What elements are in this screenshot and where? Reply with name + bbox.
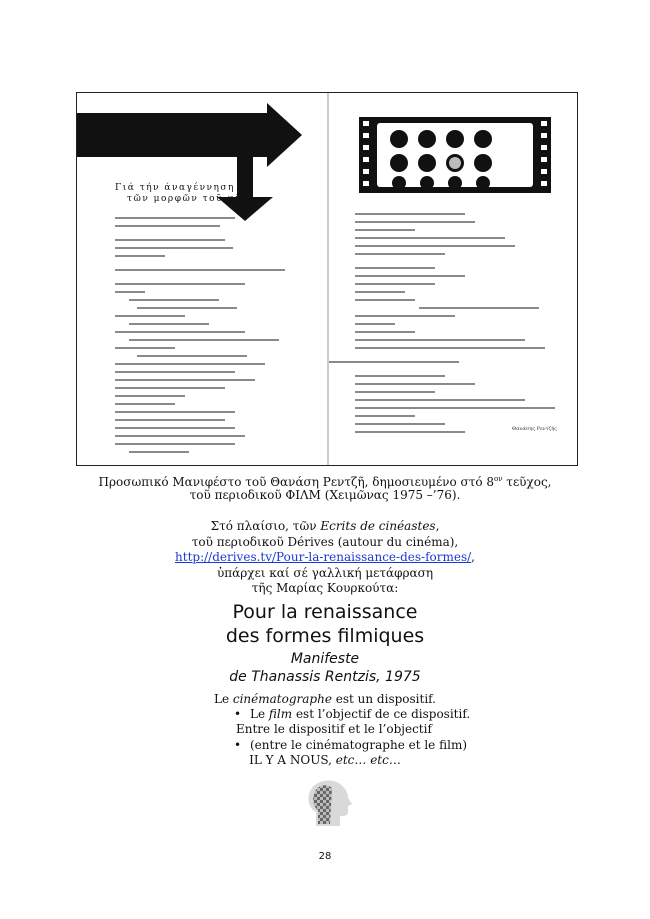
scan-text-line [115,247,233,248]
french-p2-italic: film [268,707,293,721]
scan-heading-line1: Γιά τήν άναγέννηση [115,183,235,193]
scan-text-line [355,237,505,238]
scan-text-line [355,291,405,292]
scan-text-line [355,423,445,424]
profile-head-illustration [302,776,358,832]
scan-text-line [355,415,415,416]
french-p2-start: Le [250,707,269,721]
scan-text-line [115,331,245,332]
scan-text-line [355,331,415,332]
caption-line7: τῆς Μαρίας Κουρκούτα: [251,581,399,595]
scan-text-line [115,403,175,404]
scan-text-line [115,379,255,380]
french-p5 [0,753,650,768]
caption-line1-text: Προσωπικό Μανιφέστο τοῦ Θανάση Ρεντζῆ, δημοσιευμένο στό 8 [98,475,494,489]
french-p4-text: (entre le cinématographe et le film) [250,738,468,752]
caption-line4: τοῦ περιοδικοῦ Dérives (autour du cinéma), [191,535,459,549]
scan-text-line [355,253,445,254]
scan-text-line [115,411,235,412]
scan-text-line [115,427,235,428]
scan-text-line [355,267,435,268]
scan-text-line [115,315,185,316]
scan-text-line [137,307,237,308]
caption-line1 [0,472,650,489]
scan-text-line [115,347,175,348]
caption-line3 [0,519,650,533]
bullet-icon: • [234,707,242,721]
caption-line2: τοῦ περιοδικοῦ ΦΙΛΜ (Χειμῶνας 1975 –’76). [189,488,461,502]
scan-text-line [355,431,465,432]
scan-text-line [355,213,465,214]
scan-text-line [129,451,189,452]
scan-text-line [115,443,235,444]
caption-link-end: , [471,550,475,564]
caption-line3-start: Στό πλαίσιο, τῶν [210,519,321,533]
scan-text-line [355,315,455,316]
arrow-graphic [77,93,327,465]
scan-text-line [129,299,219,300]
caption-line3-italic: Ecrits de cinéastes [320,519,436,533]
scan-text-line [115,283,245,284]
french-p5-start: IL Y A NOUS, [249,753,336,767]
scan-text-line [355,229,415,230]
french-p3: Entre le dispositif et le l’objectif [236,722,432,736]
french-p2-end: est l’objectif de ce dispositif. [292,707,471,721]
french-subtitle-line1: Manifeste [290,651,360,667]
scan-heading-line2: τῶν μορφῶν τοῦ φίλμ. [127,194,260,204]
scan-text-line [355,245,515,246]
scan-text-line [115,419,225,420]
scan-text-line [115,269,285,270]
french-title-line2: des formes filmiques [225,625,425,647]
caption-line1-end: τεῦχος, [502,475,552,489]
scan-text-line [355,221,475,222]
scan-text-line [355,283,435,284]
scan-text-line [115,387,225,388]
french-p1-start: Le [213,692,233,706]
scan-text-line [355,323,395,324]
scan-text-line [355,399,525,400]
scan-text-line [355,347,545,348]
scan-text-line [355,391,435,392]
scan-text-line [329,361,459,362]
scan-text-line [129,339,279,340]
caption-line5 [0,550,650,564]
derives-link[interactable]: http://derives.tv/Pour-la-renaissance-des-formes/ [175,550,472,564]
page-number: 28 [318,851,332,862]
scan-text-line [355,275,465,276]
scan-text-line [129,323,209,324]
scan-text-line [137,355,247,356]
scan-text-line [355,299,415,300]
caption-line3-end: , [435,519,440,533]
caption-line6: ὑπάρχει καί σέ γαλλική μετάφραση [216,566,434,580]
french-subtitle-line2: de Thanassis Rentzis, 1975 [229,669,421,685]
scan-text-line [115,435,245,436]
french-p2 [234,707,574,722]
scan-text-line [115,363,265,364]
french-title-line1: Pour la renaissance [232,601,418,623]
scanned-magazine-spread [76,92,578,466]
scan-text-line [115,395,185,396]
scan-text-line [355,383,475,384]
bullet-icon: • [234,738,242,752]
scan-right-page [329,93,577,465]
scan-text-line [355,375,445,376]
scan-heading [115,183,259,205]
french-p1-italic: cinématographe [232,692,332,706]
film-strip-graphic [329,93,577,465]
scan-text-line [419,307,539,308]
scan-text-line [355,407,555,408]
scan-text-line [115,239,225,240]
scan-text-line [115,371,235,372]
scan-text-line [355,339,525,340]
scan-signature: Θανάσης Ρεντζής [512,426,557,432]
scan-left-page [77,93,327,465]
scan-text-line [115,291,145,292]
french-p5-italic: etc… etc… [335,753,401,767]
caption-superscript: ον [494,475,503,483]
french-p4 [234,738,574,753]
french-p1-end: est un dispositif. [331,692,436,706]
scan-text-line [115,217,235,218]
scan-text-line [115,225,220,226]
scan-text-line [115,255,165,256]
french-p1 [0,692,650,707]
